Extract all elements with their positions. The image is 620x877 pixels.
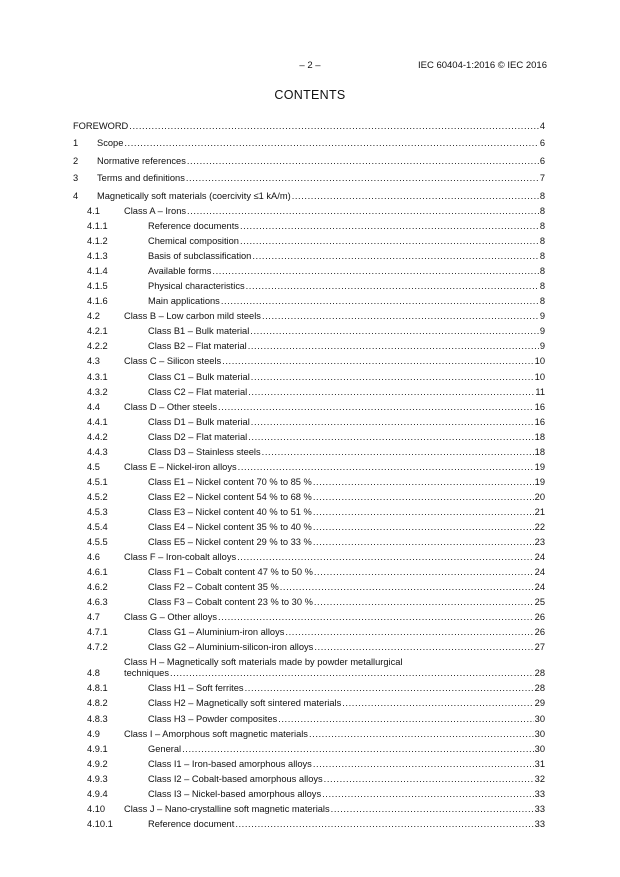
toc-entry-number: 4.6.3: [87, 597, 108, 608]
toc-entry[interactable]: [73, 167, 545, 185]
toc-entry-title: Class B – Low carbon mild steels: [124, 311, 261, 322]
toc-entry-page: 8: [539, 296, 545, 307]
toc-entry-number: 4.9: [87, 728, 100, 739]
toc-entry-number: 4.5.3: [87, 506, 108, 517]
dot-leader: [248, 341, 539, 352]
toc-entry-number: 4.5.2: [87, 491, 108, 502]
toc-entry[interactable]: [73, 277, 545, 292]
toc-entry[interactable]: [73, 694, 545, 709]
dot-leader: [248, 432, 533, 443]
toc-entry-number: 4.7.1: [87, 627, 108, 638]
toc-entry[interactable]: [73, 679, 545, 694]
dot-leader: [251, 417, 534, 428]
dot-leader: [285, 627, 533, 638]
toc-entry-title: Class F3 – Cobalt content 23 % to 30 %: [148, 597, 313, 608]
toc-entry-page: 32: [534, 773, 545, 784]
toc-entry-page: 10: [534, 356, 545, 367]
toc-entry[interactable]: [73, 755, 545, 770]
toc-entry-title: Class E4 – Nickel content 35 % to 40 %: [148, 522, 312, 532]
toc-entry-title: Normative references: [97, 155, 186, 166]
toc-entry-number: 4.6.2: [87, 582, 108, 593]
dot-leader: [262, 311, 539, 322]
toc-entry[interactable]: [73, 740, 545, 755]
toc-entry-number: 4.3.1: [87, 371, 108, 382]
dot-leader: [182, 744, 534, 755]
toc-entry-title: Class E – Nickel-iron alloys: [124, 461, 237, 472]
toc-entry[interactable]: [73, 563, 545, 578]
toc-entry[interactable]: [73, 428, 545, 443]
toc-entry-page: 21: [534, 506, 545, 517]
toc-entry-number: 4.10: [87, 803, 106, 814]
toc-entry-page: 18: [534, 446, 545, 457]
toc-entry-title: Class F2 – Cobalt content 35 %: [148, 582, 279, 593]
toc-entry-page: 24: [534, 552, 545, 563]
toc-entry-number: 4.5.4: [87, 522, 108, 532]
toc-entry-title: Class H – Magnetically soft materials made by powder metallurgical: [124, 657, 403, 668]
toc-entry-page: 8: [539, 281, 545, 292]
toc-entry[interactable]: [73, 217, 545, 232]
toc-entry-title: FOREWORD: [73, 120, 129, 131]
toc-entry-number: 4.5.5: [87, 537, 108, 548]
toc-entry-page: 23: [534, 537, 545, 548]
dot-leader: [124, 138, 538, 149]
toc-entry[interactable]: [73, 488, 545, 503]
toc-entry[interactable]: [73, 518, 545, 533]
toc-entry-number: 4.2.2: [87, 341, 108, 352]
dot-leader: [248, 387, 534, 398]
toc-entry[interactable]: [73, 443, 545, 458]
toc-entry[interactable]: [73, 623, 545, 638]
toc-entry-number: 1: [73, 138, 79, 149]
dot-leader: [251, 372, 534, 383]
page-header: [0, 60, 620, 74]
toc-entry-page: 8: [539, 266, 545, 277]
toc-entry-page: 30: [534, 728, 545, 739]
toc-entry-page: 9: [539, 326, 545, 337]
toc-entry[interactable]: [73, 307, 545, 322]
dot-leader: [322, 789, 534, 800]
toc-entry-number: 4.8: [87, 668, 100, 679]
toc-entry[interactable]: [73, 770, 545, 785]
toc-entry[interactable]: [73, 247, 545, 262]
toc-entry-number: 4.8.3: [87, 713, 108, 724]
dot-leader: [187, 156, 539, 167]
toc-entry-title: Class C1 – Bulk material: [148, 371, 250, 382]
toc-entry-page: 33: [534, 788, 545, 799]
dot-leader: [314, 642, 533, 653]
toc-entry-title: Chemical composition: [148, 236, 239, 247]
dot-leader: [218, 402, 534, 413]
toc-entry-title: Class H2 – Magnetically soft sintered materials: [148, 698, 342, 709]
toc-entry-page: 33: [534, 803, 545, 814]
toc-entry[interactable]: [73, 352, 545, 367]
dot-leader: [221, 296, 539, 307]
toc-entry-page: 6: [539, 155, 545, 166]
toc-entry-page: 16: [534, 401, 545, 412]
toc-entry[interactable]: [73, 322, 545, 337]
toc-entry-number: 4.1.1: [87, 221, 108, 232]
toc-entry[interactable]: [73, 578, 545, 593]
dot-leader: [314, 567, 534, 578]
toc-entry-number: 4.4.2: [87, 431, 108, 442]
toc-entry[interactable]: [73, 548, 545, 563]
toc-entry-page: 8: [539, 236, 545, 247]
toc-entry-title: Class F1 – Cobalt content 47 % to 50 %: [148, 567, 313, 578]
toc-entry-title: Class E1 – Nickel content 70 % to 85 %: [148, 476, 312, 487]
toc-entry-title: Basis of subclassification: [148, 251, 252, 262]
toc-entry-page: 30: [534, 713, 545, 724]
dot-leader: [170, 668, 534, 679]
toc-entry[interactable]: [73, 709, 545, 724]
toc-entry-number: 4.1.4: [87, 266, 108, 277]
dot-leader: [240, 236, 539, 247]
toc-entry-page: 7: [539, 173, 545, 184]
page-title: CONTENTS: [274, 88, 346, 102]
toc-entry-title: Class B1 – Bulk material: [148, 326, 250, 337]
toc-entry-page: 19: [534, 461, 545, 472]
dot-leader: [246, 281, 539, 292]
toc-entry-title: Physical characteristics: [148, 281, 245, 292]
toc-entry-number: 4.9.4: [87, 788, 108, 799]
toc-entry[interactable]: [73, 232, 545, 247]
toc-entry-number: 4.5.1: [87, 476, 108, 487]
toc-entry-page: 28: [534, 683, 545, 694]
toc-entry-title: Class D1 – Bulk material: [148, 416, 250, 427]
toc-entry[interactable]: [73, 367, 545, 382]
toc-entry-page: 6: [539, 138, 545, 149]
toc-entry-page: 8: [539, 221, 545, 232]
toc-entry[interactable]: [73, 413, 545, 428]
toc-entry-number: 2: [73, 155, 79, 166]
toc-entry[interactable]: [73, 593, 545, 608]
toc-entry-page: 10: [534, 371, 545, 382]
toc-entry-page: 25: [534, 597, 545, 608]
toc-entry-title: General: [148, 743, 182, 754]
table-of-contents: [73, 114, 545, 830]
toc-entry-number: 3: [73, 173, 79, 184]
dot-leader: [314, 597, 534, 608]
toc-entry-page: 31: [534, 758, 545, 769]
toc-entry-number: 4.6.1: [87, 567, 108, 578]
toc-entry-page: 19: [534, 476, 545, 487]
toc-entry-title: Reference documents: [148, 221, 239, 232]
toc-entry-number: 4.4.3: [87, 446, 108, 457]
toc-entry[interactable]: [73, 202, 545, 217]
toc-entry-page: 16: [534, 416, 545, 427]
toc-entry-title-continued: techniques: [124, 668, 169, 679]
toc-entry-page: 11: [535, 386, 545, 397]
toc-entry-title: Class E2 – Nickel content 54 % to 68 %: [148, 491, 312, 502]
dot-leader: [280, 582, 534, 593]
toc-entry-number: 4.7: [87, 612, 100, 623]
toc-entry-page: 22: [534, 522, 545, 532]
dot-leader: [212, 266, 538, 277]
toc-entry-title: Class D2 – Flat material: [148, 431, 248, 442]
toc-entry-title: Scope: [97, 138, 124, 149]
toc-entry-title: Class E3 – Nickel content 40 % to 51 %: [148, 506, 312, 517]
toc-entry[interactable]: [73, 653, 545, 679]
toc-entry-page: 18: [534, 431, 545, 442]
toc-entry-title: Class D – Other steels: [124, 401, 218, 412]
toc-entry-number: 4.8.2: [87, 698, 108, 709]
toc-entry-title: Class C – Silicon steels: [124, 356, 222, 367]
toc-entry-page: 28: [534, 668, 545, 679]
toc-entry[interactable]: [73, 398, 545, 413]
toc-entry-title: Class I1 – Iron-based amorphous alloys: [148, 758, 312, 769]
toc-entry-number: 4.9.1: [87, 743, 108, 754]
toc-entry-title: Main applications: [148, 296, 220, 307]
toc-entry[interactable]: [73, 337, 545, 352]
dot-leader: [292, 191, 539, 202]
toc-entry[interactable]: [73, 608, 545, 623]
toc-entry-title: Reference document: [148, 818, 235, 829]
toc-entry-title: Class J – Nano-crystalline soft magnetic materials: [124, 803, 330, 814]
dot-leader: [313, 759, 534, 770]
toc-entry[interactable]: [73, 292, 545, 307]
dot-leader: [313, 477, 534, 488]
toc-entry-page: 8: [539, 190, 545, 201]
toc-entry-page: 27: [534, 642, 545, 653]
toc-entry-number: 4.3: [87, 356, 100, 367]
toc-entry-title: Available forms: [148, 266, 212, 277]
toc-entry-title: Class F – Iron-cobalt alloys: [124, 552, 237, 563]
dot-leader: [278, 714, 533, 725]
toc-entry-title: Class D3 – Stainless steels: [148, 446, 261, 457]
toc-entry-title: Class I3 – Nickel-based amorphous alloys: [148, 788, 322, 799]
dot-leader: [129, 121, 539, 132]
toc-entry-page: 29: [534, 698, 545, 709]
toc-entry-number: 4.6: [87, 552, 100, 563]
toc-entry-number: 4.2: [87, 311, 100, 322]
toc-entry-number: 4.7.2: [87, 642, 108, 653]
dot-leader: [313, 522, 534, 533]
dot-leader: [222, 356, 534, 367]
toc-entry-number: 4.9.2: [87, 758, 108, 769]
toc-entry-title: Class E5 – Nickel content 29 % to 33 %: [148, 537, 312, 548]
toc-entry[interactable]: [73, 725, 545, 740]
toc-entry-title: Class A – Irons: [124, 206, 187, 217]
toc-entry-page: 30: [534, 743, 545, 754]
toc-entry-title: Class I2 – Cobalt-based amorphous alloys: [148, 773, 323, 784]
dot-leader: [186, 173, 539, 184]
toc-entry-title: Class H3 – Powder composites: [148, 713, 278, 724]
toc-entry-title: Class G2 – Aluminium-silicon-iron alloys: [148, 642, 314, 653]
toc-entry[interactable]: [73, 262, 545, 277]
toc-entry-number: 4.1.3: [87, 251, 108, 262]
page-number: – 2 –: [299, 60, 321, 71]
toc-entry-page: 8: [539, 206, 545, 217]
toc-entry[interactable]: [73, 473, 545, 488]
dot-leader: [240, 221, 539, 232]
toc-entry[interactable]: [73, 638, 545, 653]
dot-leader: [235, 819, 533, 830]
toc-entry[interactable]: [73, 458, 545, 473]
toc-entry-number: 4.3.2: [87, 386, 108, 397]
toc-entry-page: 33: [534, 818, 545, 829]
toc-entry-number: 4.1: [87, 206, 100, 217]
standard-identifier: IEC 60404-1:2016 © IEC 2016: [417, 60, 547, 71]
toc-entry-number: 4.4.1: [87, 416, 108, 427]
toc-entry[interactable]: [73, 149, 545, 167]
dot-leader: [238, 462, 534, 473]
toc-entry-page: 9: [539, 341, 545, 352]
dot-leader: [250, 326, 539, 337]
dot-leader: [187, 206, 539, 217]
toc-entry-page: 24: [534, 567, 545, 578]
toc-entry[interactable]: [73, 785, 545, 800]
toc-entry-number: 4.5: [87, 461, 100, 472]
dot-leader: [252, 251, 538, 262]
toc-entry-page: 4: [539, 120, 545, 131]
toc-entry[interactable]: [73, 132, 545, 150]
toc-entry-title: Class H1 – Soft ferrites: [148, 683, 244, 694]
toc-entry-page: 26: [534, 612, 545, 623]
toc-entry-number: 4.4: [87, 401, 100, 412]
toc-entry-title: Class I – Amorphous soft magnetic materials: [124, 728, 308, 739]
toc-entry-page: 24: [534, 582, 545, 593]
dot-leader: [237, 552, 534, 563]
toc-entry-title: Class G – Other alloys: [124, 612, 218, 623]
toc-entry-title: Class B2 – Flat material: [148, 341, 247, 352]
toc-entry-number: 4.1.2: [87, 236, 108, 247]
toc-entry[interactable]: [73, 184, 545, 202]
toc-entry-page: 9: [539, 311, 545, 322]
toc-entry-title: Class C2 – Flat material: [148, 386, 248, 397]
toc-entry-page: 8: [539, 251, 545, 262]
toc-entry[interactable]: [73, 533, 545, 548]
toc-entry-number: 4.1.5: [87, 281, 108, 292]
dot-leader: [324, 774, 534, 785]
toc-entry-title: Terms and definitions: [97, 173, 185, 184]
dot-leader: [245, 683, 534, 694]
toc-entry-title: Class G1 – Aluminium-iron alloys: [148, 627, 285, 638]
toc-entry-number: 4.10.1: [87, 818, 113, 829]
toc-entry[interactable]: [73, 503, 545, 518]
dot-leader: [313, 537, 534, 548]
toc-entry-number: 4: [73, 190, 79, 201]
dot-leader: [262, 447, 534, 458]
toc-entry[interactable]: [73, 383, 545, 398]
toc-entry-page: 26: [534, 627, 545, 638]
toc-entry[interactable]: [73, 815, 545, 830]
dot-leader: [313, 507, 534, 518]
dot-leader: [331, 804, 534, 815]
toc-entry-number: 4.8.1: [87, 683, 108, 694]
toc-entry-page: 20: [534, 491, 545, 502]
toc-entry-number: 4.2.1: [87, 326, 108, 337]
dot-leader: [309, 729, 534, 740]
toc-entry-title: Magnetically soft materials (coercivity ≤1 kA/m): [97, 190, 291, 201]
dot-leader: [342, 698, 533, 709]
dot-leader: [218, 612, 534, 623]
toc-entry[interactable]: [73, 800, 545, 815]
dot-leader: [313, 492, 534, 503]
toc-entry[interactable]: [73, 114, 545, 132]
toc-entry-number: 4.1.6: [87, 296, 108, 307]
toc-entry-number: 4.9.3: [87, 773, 108, 784]
